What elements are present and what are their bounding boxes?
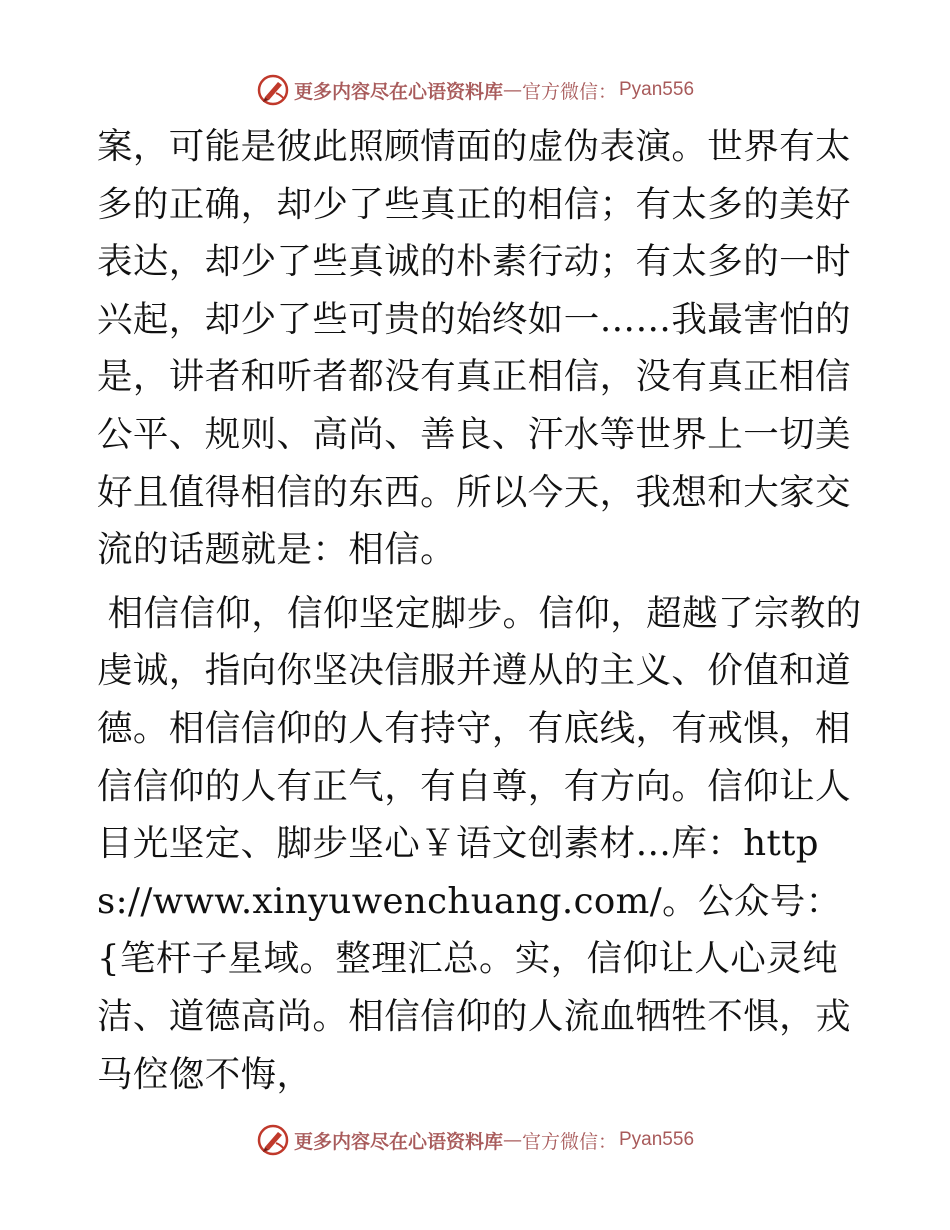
footer-wechat-label: 官方微信： (521, 1130, 617, 1153)
header-wechat-id: Pyan556 (619, 79, 695, 100)
header-dash: — (502, 79, 522, 101)
pen-logo-icon (256, 1123, 290, 1157)
pen-logo-icon (256, 73, 290, 107)
header-title: 更多内容尽在心语资料库 (293, 80, 503, 103)
footer-dash: — (502, 1129, 522, 1151)
header-wechat-label: 官方微信： (521, 80, 617, 103)
paragraph-2: 相信信仰，信仰坚定脚步。信仰，超越了宗教的虔诚，指向你坚决信服并遵从的主义、价值和道德。相信信仰的人有持守，有底线，有戒惧，相信信仰的人有正气，有自尊，有方向。信仰让人目光坚定、脚步坚心￥语文创素材…库：https://www.xinyuwenchuang.com/。公众号：{笔杆子星域。整理汇总。实，信仰让人心灵纯洁、道德高尚。相信信仰的人流血牺牲不惧，戎马倥偬不悔， (97, 592, 862, 1095)
footer-wechat-id: Pyan556 (619, 1129, 695, 1150)
footer-banner (0, 1122, 950, 1158)
paragraph-1: 案，可能是彼此照顾情面的虚伪表演。世界有太多的正确，却少了些真正的相信；有太多的美好表达，却少了些真诚的朴素行动；有太多的一时兴起，却少了些可贵的始终如一……我最害怕的是，讲者和听者都没有真正相信，没有真正相信公平、规则、高尚、善良、汗水等世界上一切美好且值得相信的东西。所以今天，我想和大家交流的话题就是：相信。 (97, 126, 851, 571)
document-body (97, 118, 867, 1103)
header-banner (0, 72, 950, 108)
footer-title: 更多内容尽在心语资料库 (293, 1130, 503, 1153)
